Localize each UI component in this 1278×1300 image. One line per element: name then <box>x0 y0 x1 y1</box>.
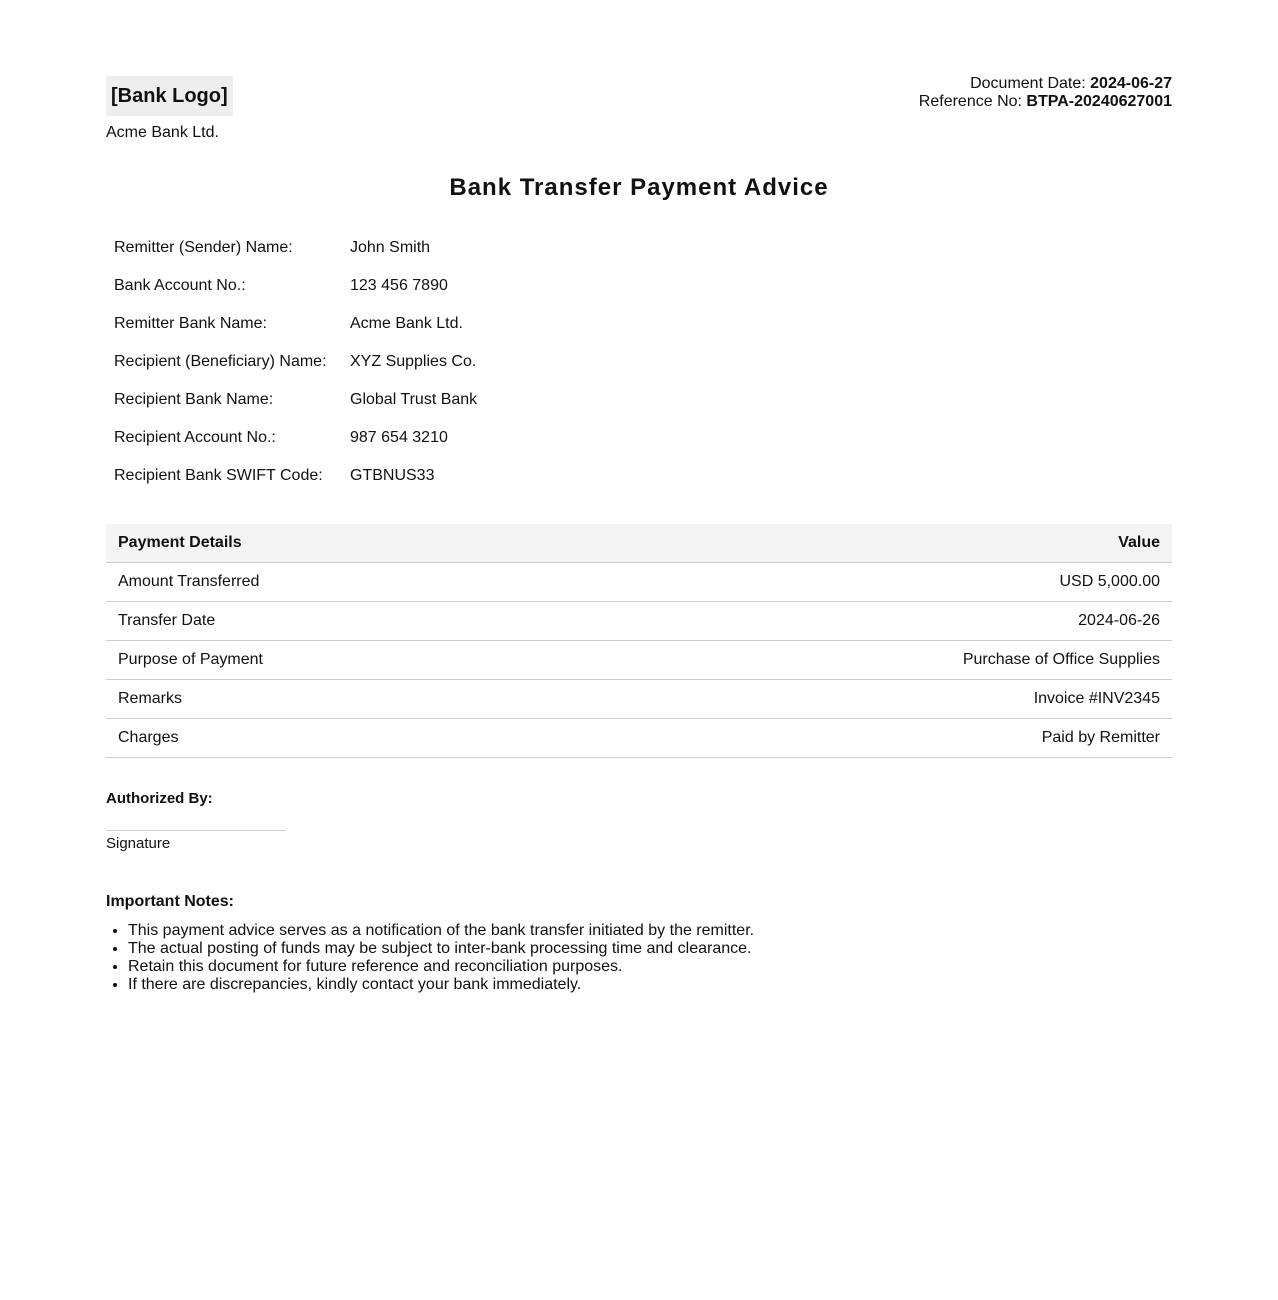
payment-detail-label: Remarks <box>106 680 568 719</box>
payment-detail-label: Amount Transferred <box>106 563 568 602</box>
table-row <box>106 680 1172 719</box>
payment-detail-label: Charges <box>106 719 568 758</box>
column-header-value: Value <box>568 524 1172 563</box>
document-date-line <box>919 75 1172 93</box>
signature-line <box>106 830 286 831</box>
info-label: Remitter (Sender) Name: <box>114 239 293 256</box>
info-value: XYZ Supplies Co. <box>350 353 477 370</box>
payment-detail-value: Invoice #INV2345 <box>568 680 1172 719</box>
info-value: John Smith <box>350 239 431 256</box>
table-row <box>106 719 1172 758</box>
info-row <box>106 457 485 495</box>
payment-detail-value: 2024-06-26 <box>568 602 1172 641</box>
info-value: Global Trust Bank <box>350 391 478 408</box>
bank-logo-placeholder: [Bank Logo] <box>106 76 233 116</box>
signature-label: Signature <box>106 835 171 852</box>
reference-value: BTPA-20240627001 <box>1026 93 1172 110</box>
info-row <box>106 267 485 305</box>
table-row <box>106 563 1172 602</box>
info-label: Recipient Bank Name: <box>114 391 274 408</box>
payment-table-header <box>106 524 1172 563</box>
payment-detail-label: Purpose of Payment <box>106 641 568 680</box>
document-date-label: Document Date: <box>970 75 1086 92</box>
reference-label: Reference No: <box>918 93 1022 110</box>
payment-details-table <box>106 524 1172 758</box>
document-title: Bank Transfer Payment Advice <box>449 174 829 201</box>
payment-detail-label: Transfer Date <box>106 602 568 641</box>
info-row <box>106 381 485 419</box>
info-value: 987 654 3210 <box>350 429 448 446</box>
info-row <box>106 343 485 381</box>
info-row <box>106 419 485 457</box>
document-header <box>106 0 1172 150</box>
list-item: • The actual posting of funds may be subject to inter-bank processing time and clearance. <box>128 940 754 958</box>
info-row <box>106 229 485 267</box>
info-label: Remitter Bank Name: <box>114 315 267 332</box>
info-label: Bank Account No.: <box>114 277 246 294</box>
bank-name: Acme Bank Ltd. <box>106 124 219 141</box>
document-meta <box>919 75 1172 111</box>
info-row <box>106 305 485 343</box>
info-value: GTBNUS33 <box>350 467 435 484</box>
info-value: Acme Bank Ltd. <box>350 315 463 332</box>
payment-advice-document <box>106 0 1172 993</box>
payment-detail-value: Paid by Remitter <box>568 719 1172 758</box>
list-item: • Retain this document for future reference and reconciliation purposes. <box>128 958 754 976</box>
list-item: • This payment advice serves as a notification of the bank transfer initiated by the remitter. <box>128 922 754 940</box>
table-row <box>106 602 1172 641</box>
payment-detail-value: USD 5,000.00 <box>568 563 1172 602</box>
list-item: • If there are discrepancies, kindly contact your bank immediately. <box>128 976 754 994</box>
payment-detail-value: Purchase of Office Supplies <box>568 641 1172 680</box>
info-label: Recipient Account No.: <box>114 429 276 446</box>
document-date-value: 2024-06-27 <box>1090 75 1172 92</box>
reference-line <box>919 93 1172 111</box>
notes-list <box>106 922 754 994</box>
transfer-parties-table <box>106 229 485 495</box>
column-header-details: Payment Details <box>106 524 568 563</box>
notes-title: Important Notes: <box>106 893 234 910</box>
info-value: 123 456 7890 <box>350 277 448 294</box>
info-label: Recipient (Beneficiary) Name: <box>114 353 327 370</box>
table-row <box>106 641 1172 680</box>
info-label: Recipient Bank SWIFT Code: <box>114 467 323 484</box>
authorized-by-label: Authorized By: <box>106 790 213 807</box>
